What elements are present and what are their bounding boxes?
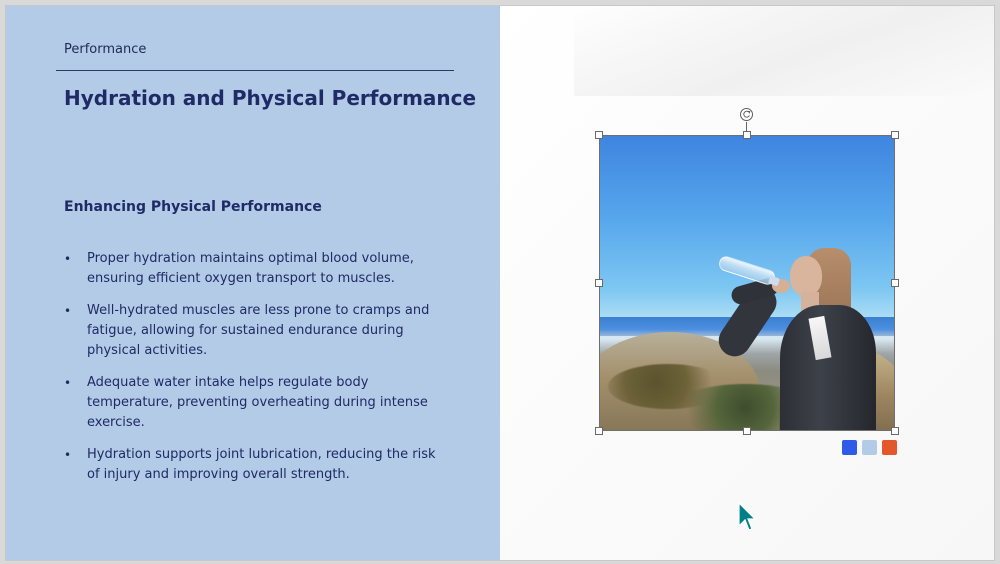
head [790, 256, 822, 296]
slide-canvas[interactable] [6, 6, 994, 560]
color-swatches[interactable] [842, 440, 897, 455]
swatch-blue[interactable] [842, 440, 857, 455]
swatch-orange[interactable] [882, 440, 897, 455]
arrow-cursor-icon [737, 502, 757, 532]
bullet-item-1[interactable]: • Proper hydration maintains optimal blood volume, ensuring efficient oxygen transport to muscles. [64, 249, 446, 289]
swatch-light-blue[interactable] [862, 440, 877, 455]
title-divider [56, 70, 454, 71]
bullet-item-3[interactable]: • Adequate water intake helps regulate body temperature, preventing overheating during intense exercise. [64, 373, 446, 433]
slide-title[interactable]: Hydration and Physical Performance [64, 86, 477, 110]
selected-photo[interactable] [599, 135, 895, 431]
bullet-item-4[interactable]: • Hydration supports joint lubrication, reducing the risk of injury and improving overall strength. [64, 445, 446, 485]
woman-drinking-water-photo [600, 136, 894, 430]
bullet-list[interactable] [64, 249, 446, 497]
jacket [780, 305, 876, 430]
background-sheen [574, 6, 994, 96]
bullet-item-2[interactable]: • Well-hydrated muscles are less prone to cramps and fatigue, allowing for sustained endurance during physical activities. [64, 301, 446, 361]
section-label[interactable]: Performance [64, 42, 147, 57]
woman-figure [692, 248, 892, 430]
content-subheading[interactable]: Enhancing Physical Performance [64, 199, 322, 215]
